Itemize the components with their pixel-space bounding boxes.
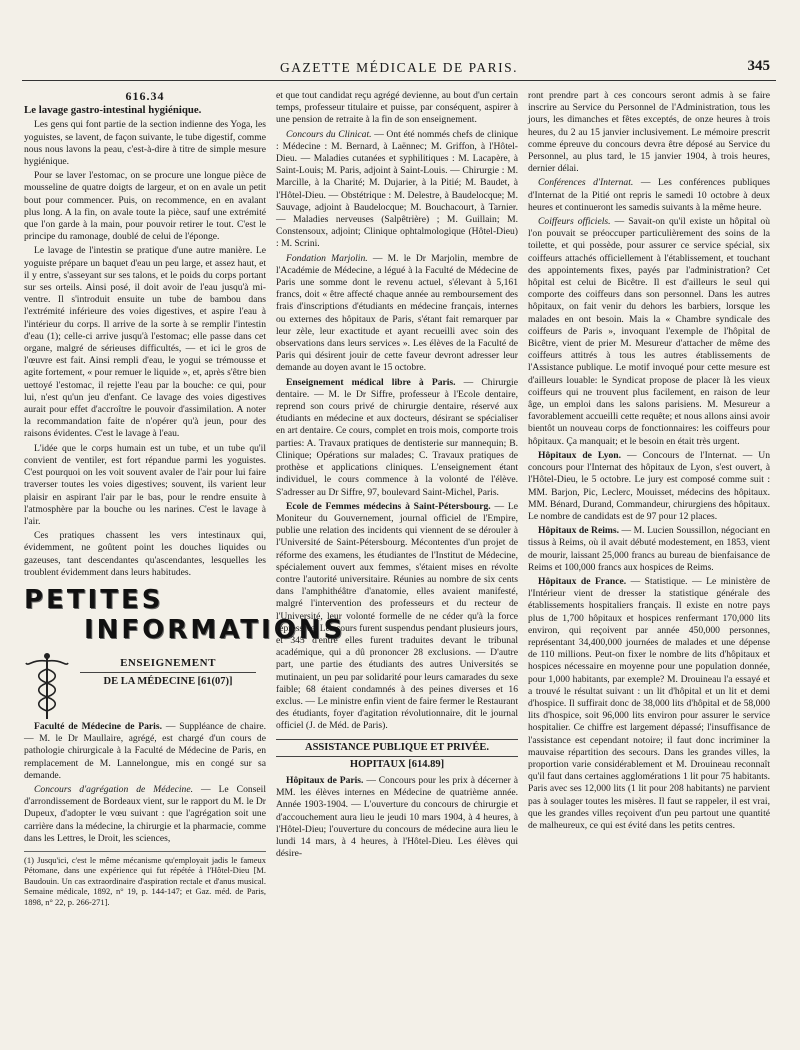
banner-line-2: INFORMATIONS bbox=[84, 614, 346, 645]
banner-line-1: PETITES bbox=[24, 584, 164, 615]
paragraph: Ces pratiques chassent les vers intestinaux qui, évidemment, ne goûtent point les douches liquides ou gazeuses, tant descendantes qu'ascendantes, lesquelles les troublent évidemment dans leurs habitudes. bbox=[24, 530, 266, 578]
column-2 bbox=[276, 90, 518, 1040]
item-heading: Faculté de Médecine de Paris. bbox=[34, 720, 162, 732]
enseignement-subtitle: DE LA MÉDECINE bbox=[103, 676, 196, 688]
petites-informations-banner bbox=[24, 584, 346, 645]
item-heading: Hôpitaux de Lyon. bbox=[538, 449, 622, 461]
item-heading: Hôpitaux de Reims. bbox=[538, 525, 619, 537]
item-text: — Savait-on qu'il existe un hôpital où l'on pouvait se préoccuper particulièrement des soins de la toilette, et qui possède, pour assurer ce service spécial, six coiffeurs attachés officiellement à l'établissement, et touchant des appointements fixes, payés par l'administration? Cet hôpital est celui de Bicêtre. Il est d'ailleurs le seul qui comporte des coiffeurs dans son personnel. Dans les autres hôpitaux, on fait venir du dehors les barbiers, lorsque les malades en ont besoin. Mais la « Chambre syndicale des coiffeurs de Paris », invoquant l'exemple de l'hôpital de Bicêtre, vient de prier M. Mesureur d'attacher de même des coiffeurs attitrés à tous les autres établissements de l'Assistance publique. Le motif invoqué pour cette mesure est d'ailleurs louable: le Syndicat propose de placer là les vieux coiffeurs qui ne trouvent plus facilement, en raison de leur âge, un emploi dans les salons parisiens. M. Mesureur a favorablement accueilli cette requête; et nous allons ainsi avoir bientôt un nouveau corps de fonctionnaires: les coiffeurs pour hôpitaux. Ça manquait; et le besoin en était très urgent. bbox=[528, 216, 771, 447]
news-item-reims bbox=[528, 525, 770, 574]
item-heading: Concours du Clinicat. bbox=[286, 128, 372, 140]
news-item-france bbox=[528, 576, 770, 832]
footnote bbox=[24, 851, 266, 908]
item-heading: Concours d'agrégation de Médecine. bbox=[34, 783, 193, 795]
news-item-femmes bbox=[276, 501, 518, 733]
item-heading: Hôpitaux de France. bbox=[538, 575, 627, 587]
item-text: — Suppléance de chaire. — M. le Dr Maullaire, agrégé, est chargé d'un cours de pathologie chirurgicale à la Faculté de Médecine de Paris, en remplacement de M. Lannelongue, mis en congé sur sa demande. bbox=[24, 720, 266, 781]
news-item-marjolin bbox=[276, 253, 518, 375]
item-text: — Concours pour les prix à décerner à MM. les élèves internes en Médecine de quatrième année. Année 1903-1904. — L'ouverture du concours de chirurgie et d'accouchement aura lieu le jeudi 10 mars 1904, à 4 heures, à l'Hôtel-Dieu; l'ouverture du concours de médecine aura lieu le lundi 14 mars, à 4 heures, à l'Hôtel-Dieu. Les élèves qui désire- bbox=[276, 774, 518, 860]
item-heading: Ecole de Femmes médecins à Saint-Pétersbourg. bbox=[286, 500, 491, 512]
section-code: 616.34 bbox=[125, 89, 165, 103]
paragraph: Pour se laver l'estomac, on se procure une longue pièce de mousseline de quatre doigts de largeur, et on en avale un petit bout pour commencer. Puis, on recommence, en en avalant plus long. A la fin, on avale toute la pièce, sauf une extrémité que l'on garde à la main, pour pouvoir retirer le tout. C'est le principe du ramonage, doublé de celui de l'éponge. bbox=[24, 170, 266, 243]
assistance-title: ASSISTANCE PUBLIQUE ET PRIVÉE. bbox=[276, 739, 518, 757]
enseignement-title: ENSEIGNEMENT bbox=[80, 657, 256, 673]
enseignement-header bbox=[24, 651, 266, 721]
paragraph: Les gens qui font partie de la section indienne des Yoga, les yoguistes, se lavent, de façon suivante, le tube digestif, comme nous nous lavons la peau, c'est-à-dire à titre de simple mesure hygiénique. bbox=[24, 119, 266, 168]
news-item-faculte bbox=[24, 721, 266, 782]
item-text: — Chirurgie dentaire. — M. le Dr Siffre, professeur à l'Ecole dentaire, reprend son cours privé de chirurgie dentaire, réservé aux étudiants en médecine et aux docteurs, désirant se spécialiser en art dentaire. Ce cours, complet en trois mois, comporte trois parties: A. Travaux pratiques de dentisterie sur mannequin; B. Clinique; Opérations sur malades; C. Travaux pratiques de prothèse et applications cliniques. L'enseignement étant individuel, le cours commence à la volonté de l'élève. S'adresser au Dr Siffre, 97, boulevard Saint-Michel, Paris. bbox=[276, 376, 518, 498]
page-number: 345 bbox=[747, 58, 770, 74]
footnote-text: (1) Jusqu'ici, c'est le même mécanisme qu'employait jadis le fameux Pétomane, dans une expérience qui fut répétée à l'Hôtel-Dieu [M. Baudouin. Un cas extraordinaire d'aspiration rectale et d'anus musical. Semaine médicale, 1892, n° 19, p. 144-147; et Gaz. méd. de Paris, 1898, n° 22, p. 266-271]. bbox=[24, 854, 266, 907]
item-heading: Conférences d'Internat. bbox=[538, 177, 634, 189]
news-item-lyon bbox=[528, 450, 770, 523]
item-heading: Fondation Marjolin. bbox=[286, 252, 368, 264]
paragraph: ront prendre part à ces concours seront admis à se faire inscrire au Service du Personnel de l'Administration, tous les jours, les dimanches et fêtes exceptés, de onze heures à trois heures, du 2 au 15 janvier inclusivement. Le mémoire prescrit comme épreuve du concours devra être déposé au Service du Personnel, au plus tard, le 15 janvier 1904, à trois heures, dernier délai. bbox=[528, 90, 770, 175]
news-item-hopitaux-paris bbox=[276, 775, 518, 860]
item-text: — Le Conseil d'arrondissement de Bordeaux vient, sur le rapport du M. le Dr Dupeux, d'adopter le vœu suivant : que l'agrégation soit une carrière dans la médecine, la chirurgie et la pharmacie, comme dans les Lettres, le Droit, les sciences, bbox=[24, 783, 266, 844]
enseignement-titles bbox=[70, 651, 266, 688]
item-text: — Concours de l'Internat. — Un concours pour l'Internat des hôpitaux de Lyon, s'est ouvert, à l'Hôtel-Dieu, le 5 octobre. Le jury est composé comme suit : MM. Barjon, Pic, Leclerc, Mouisset, médecins des hôpitaux. MM. Bénard, Durand, Commandeur, chirurgiens des hôpitaux. Le nombre de candidats est de 97 pour 12 places. bbox=[528, 449, 770, 522]
item-text: — Statistique. — Le ministère de l'Intérieur vient de dresser la statistique générale des établissements hospitaliers français. Il existe en notre pays plus de 1,700 hôpitaux et hospices renfermant 170,000 lits environ, qui reçoivent par année 450,000 personnes, représentant 34,400,000 journées de malades et une dépense de 110 millions. Peut-on fixer le nombre de lits d'hôpitaux et hospices nécessaire en moyenne pour une population donnée, pour 1,000 habitants, par exemple? M. Drouineau l'a essayé et a trouvé le résultat suivant : un lit d'hôpital et un lit et demi d'hospice. Il suffirait donc de 38,000 lits d'hôpital et de 58,000 lits d'hospice, soit 96,000 lits environ pour assurer le service hospitalier. Ce chiffre est largement dépassé; l'insuffisance de l'assistance est cependant notoire; il faut donc incriminer la mauvaise répartition des secours. Dans les grandes villes, la proportion varie considérablement et M. Drouineau reconnaît qu'il faut dans certaines agglomérations 1 lit pour 75 habitants. Paris avec ses 12,000 lits (1 lit pour 208 habitants) ne parvient pas à soulager toutes les misères. Il faut se rappeler, il est vrai, que les grandes villes reçoivent d'un peu partout une quantité de malheureux, ce qui est évité dans les petits centres. bbox=[528, 575, 770, 831]
news-item-dentaire bbox=[276, 377, 518, 499]
column-3 bbox=[528, 90, 770, 1040]
assistance-subtitle: HOPITAUX [614.89] bbox=[349, 758, 445, 770]
paragraph: L'idée que le corps humain est un tube, et un tube qu'il convient de ventiler, est fort répandue parmi les yoguistes. C'est pourquoi on les voit souvent avaler de l'air pour lui faire traverser toutes les voies digestives; souvent, ils varient leur plaisir en aspirant l'air par le bas, pour le rendre ensuite à l'atmosphère par la bouche ou les narines. C'est le lavage à l'air. bbox=[24, 442, 266, 527]
enseignement-code: [61(07)] bbox=[197, 676, 233, 688]
item-heading: Hôpitaux de Paris. bbox=[286, 774, 364, 786]
page-header bbox=[22, 58, 776, 81]
item-text: — Le Moniteur du Gouvernement, journal officiel de l'Empire, publie une relation des incidents qui viennent de se dérouler à l'Université de Saint-Pétersbourg. Mécontentes d'un projet de réforme des examens, les étudiantes de l'Institut de Médecine, spécialement ouvert aux femmes, s'étaient mises en révolte contre l'autorité universitaire. Réunies au nombre de six cents dans l'amphithéâtre d'anatomie, elles avaient manifesté, malgré l'intervention des professeurs et du recteur de l'Université, leur volonté formelle de ne céder qu'à la force répressive. Les cours furent suspendus pendant plusieurs jours, et 345 d'entre elles furent traduites devant le tribunal académique, qui a dû prononcer 28 exclusions. — D'autre part, une partie des étudiants des autres Universités se mutinaient, un peu par solidarité pour leurs camarades du sexe faible; 68 étaient condamnés à des peines diverses et 16 exclus. — Le ministre enfin vient de faire fermer le Restaurant des étudiants, foyer d'agitation révolutionnaire, dit le journal officiel (J. de Méd. de Paris). bbox=[276, 500, 518, 732]
article-title-lavage: Le lavage gastro-intestinal hygiénique. bbox=[24, 104, 202, 117]
paragraph: Le lavage de l'intestin se pratique d'une autre manière. Le yoguiste prépare un baquet d'eau un peu large, et assez haut, et il y entre, s'asseyant sur ses talons, et le poids du corps portant sur ses orteils. Ainsi posé, il doit avoir de l'eau jusqu'à mi-ventre. Il s'introduit ensuite un tube de bambou dans l'extrémité inférieure des voies digestives, et aspire l'eau à l'intérieur du corps. Il arrive de la sorte à se remplir l'intestin d'eau (1); celle-ci arrive jusqu'à l'estomac; elle passe dans cet organe, malgré de sérieuses difficultés, — et ici le gros de l'œuvre est fait. Ainsi rempli d'eau, le yogui se trémousse et agite fortement, « pour remuer le liquide », et, après s'être bien uettoyé l'estomac, il rejette l'eau par la bouche: ce qui, pour lui, n'est qu'un jeu d'enfant. Ce lavage des voies digestives aurait pour effet d'accroître le pouvoir d'assimilation. A noter la recommandation faite de n'opérer qu'à jeun, pour des raisons évidentes. C'est le lavage à l'eau. bbox=[24, 245, 266, 440]
news-item-coiffeurs bbox=[528, 216, 770, 448]
news-item-clinicat bbox=[276, 129, 518, 251]
running-title: GAZETTE MÉDICALE DE PARIS. bbox=[280, 60, 518, 75]
item-text: — Les conférences publiques d'Internat de la Pitié ont repris le samedi 10 octobre à deux heures et continueront les samedis suivants à la même heure. bbox=[528, 177, 770, 213]
item-heading: Enseignement médical libre à Paris. bbox=[286, 376, 456, 388]
caduceus-icon bbox=[24, 651, 70, 721]
news-item-conferences bbox=[528, 177, 770, 214]
item-heading: Coiffeurs officiels. bbox=[538, 216, 611, 228]
item-text: — M. le Dr Marjolin, membre de l'Académie de Médecine, a légué à la Faculté de Médecine de Paris une somme dont le revenu actuel, s'élevant à 5,161 francs, doit « être affecté chaque année au remboursement des frais d'inscriptions d'étudiants en médecine français, internes ou externes des hôpitaux de Paris, s'étant fait remarquer par leur zèle, leur exactitude et ayant recueilli avec soin des observations dans leurs services ». Les élèves de la Faculté de Paris qui désirent jouir de cette faveur devront adresser leur demande au doyen avant le 15 octobre. bbox=[276, 252, 518, 374]
item-text: — Ont été nommés chefs de clinique : Médecine : M. Bernard, à Laënnec; M. Griffon, à l'Hôtel-Dieu. — Maladies cutanées et syphilitiques : M. Lacapère, à Saint-Louis; M. Paris, adjoint à Saint-Louis. — Chirurgie : M. Marcille, à la Charité; M. Dujarier, à la Pitié; M. Baudet, à l'Hôtel-Dieu. — Obstétrique : M. Delestre, à Baudelocque; M. Sauvage, adjoint à Baudelocque; M. Bouchacourt, à Tarnier. — Maladies nerveuses (Salpêtrière) ; M. Guillain; M. Constensoux, adjoint; Clinique ophtalmologique (Hôtel-Dieu) : M. Scrini. bbox=[276, 128, 518, 250]
news-item-concours bbox=[24, 784, 266, 845]
paragraph: et que tout candidat reçu agrégé devienne, au bout d'un certain temps, professeur titulaire et puisse, par conséquent, aspirer à une pension de retraite à la fin de son enseignement. bbox=[276, 90, 518, 126]
item-text: — M. Lucien Soussillon, négociant en tissus à Reims, où il avait débuté modestement, en 1853, vient de mourir, laissant 25,000 francs au bureau de bienfaisance de Reims et 100,000 francs aux hospices de Reims. bbox=[528, 525, 770, 573]
